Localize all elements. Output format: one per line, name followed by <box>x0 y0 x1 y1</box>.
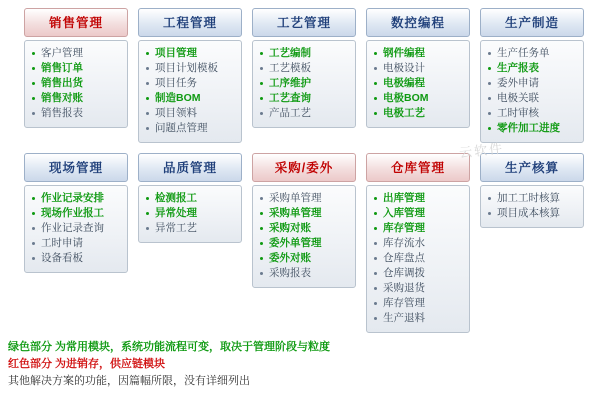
module-title: 数控编程 <box>366 8 470 37</box>
list-item: 出库管理 <box>373 191 465 206</box>
list-item: 加工工时核算 <box>487 191 579 206</box>
module-title: 采购/委外 <box>252 153 356 182</box>
list-item: 销售对账 <box>31 91 123 106</box>
list-item: 项目计划模板 <box>145 61 237 76</box>
list-item: 仓库调拨 <box>373 266 465 281</box>
list-item: 生产报表 <box>487 61 579 76</box>
list-item: 电极设计 <box>373 61 465 76</box>
list-item: 问题点管理 <box>145 121 237 136</box>
list-item: 工艺模板 <box>259 61 351 76</box>
list-item: 项目任务 <box>145 76 237 91</box>
module-card-warehouse[interactable] <box>366 153 470 333</box>
list-item: 生产任务单 <box>487 46 579 61</box>
list-item: 电极关联 <box>487 91 579 106</box>
module-card-accounting[interactable] <box>480 153 584 333</box>
module-item-list <box>480 40 584 143</box>
list-item: 采购单管理 <box>259 206 351 221</box>
list-item: 销售报表 <box>31 106 123 121</box>
module-card-cnc[interactable] <box>366 8 470 143</box>
module-title: 销售管理 <box>24 8 128 37</box>
module-card-sales[interactable] <box>24 8 128 143</box>
module-card-quality[interactable] <box>138 153 242 333</box>
list-item: 项目管理 <box>145 46 237 61</box>
list-item: 检测报工 <box>145 191 237 206</box>
list-item: 入库管理 <box>373 206 465 221</box>
list-item: 客户管理 <box>31 46 123 61</box>
module-row-2 <box>6 153 594 333</box>
list-item: 工序维护 <box>259 76 351 91</box>
list-item: 异常处理 <box>145 206 237 221</box>
module-card-engineering[interactable] <box>138 8 242 143</box>
list-item: 钢件编程 <box>373 46 465 61</box>
list-item: 电极工艺 <box>373 106 465 121</box>
module-title: 工艺管理 <box>252 8 356 37</box>
module-card-shopfloor[interactable] <box>24 153 128 333</box>
list-item: 委外单管理 <box>259 236 351 251</box>
list-item: 采购退货 <box>373 281 465 296</box>
list-item: 电极BOM <box>373 91 465 106</box>
list-item: 委外申请 <box>487 76 579 91</box>
legend <box>8 339 330 390</box>
list-item: 采购报表 <box>259 266 351 281</box>
legend-other: 其他解决方案的功能，因篇幅所限，没有详细列出 <box>8 375 250 387</box>
legend-green: 绿色部分 为常用模块，系统功能流程可变，取决于管理阶段与粒度 <box>8 341 331 353</box>
module-item-list <box>24 40 128 128</box>
list-item: 库存流水 <box>373 236 465 251</box>
module-card-purchase[interactable] <box>252 153 356 333</box>
list-item: 采购单管理 <box>259 191 351 206</box>
list-item: 工时申请 <box>31 236 123 251</box>
list-item: 零件加工进度 <box>487 121 579 136</box>
list-item: 电极编程 <box>373 76 465 91</box>
module-title: 仓库管理 <box>366 153 470 182</box>
list-item: 项目成本核算 <box>487 206 579 221</box>
list-item: 工时审核 <box>487 106 579 121</box>
list-item: 委外对账 <box>259 251 351 266</box>
watermark: 云软件 <box>458 140 505 161</box>
list-item: 销售订单 <box>31 61 123 76</box>
module-card-manufacturing[interactable] <box>480 8 584 143</box>
list-item: 工艺编制 <box>259 46 351 61</box>
list-item: 库存管理 <box>373 296 465 311</box>
list-item: 作业记录安排 <box>31 191 123 206</box>
module-title: 生产核算 <box>480 153 584 182</box>
module-title: 现场管理 <box>24 153 128 182</box>
list-item: 生产退料 <box>373 311 465 326</box>
module-item-list <box>252 40 356 128</box>
module-item-list <box>138 40 242 143</box>
module-item-list <box>252 185 356 288</box>
module-title: 生产制造 <box>480 8 584 37</box>
list-item: 制造BOM <box>145 91 237 106</box>
list-item: 项目领料 <box>145 106 237 121</box>
module-title: 工程管理 <box>138 8 242 37</box>
list-item: 销售出货 <box>31 76 123 91</box>
list-item: 产品工艺 <box>259 106 351 121</box>
module-row-1 <box>6 8 594 143</box>
module-item-list <box>366 40 470 128</box>
list-item: 库存管理 <box>373 221 465 236</box>
module-item-list <box>366 185 470 333</box>
list-item: 采购对账 <box>259 221 351 236</box>
list-item: 现场作业报工 <box>31 206 123 221</box>
module-item-list <box>138 185 242 243</box>
list-item: 作业记录查询 <box>31 221 123 236</box>
legend-red: 红色部分 为进销存，供应链模块 <box>8 358 166 370</box>
list-item: 设备看板 <box>31 251 123 266</box>
module-item-list <box>24 185 128 273</box>
module-title: 品质管理 <box>138 153 242 182</box>
module-item-list <box>480 185 584 228</box>
module-card-process[interactable] <box>252 8 356 143</box>
list-item: 仓库盘点 <box>373 251 465 266</box>
list-item: 工艺查询 <box>259 91 351 106</box>
list-item: 异常工艺 <box>145 221 237 236</box>
